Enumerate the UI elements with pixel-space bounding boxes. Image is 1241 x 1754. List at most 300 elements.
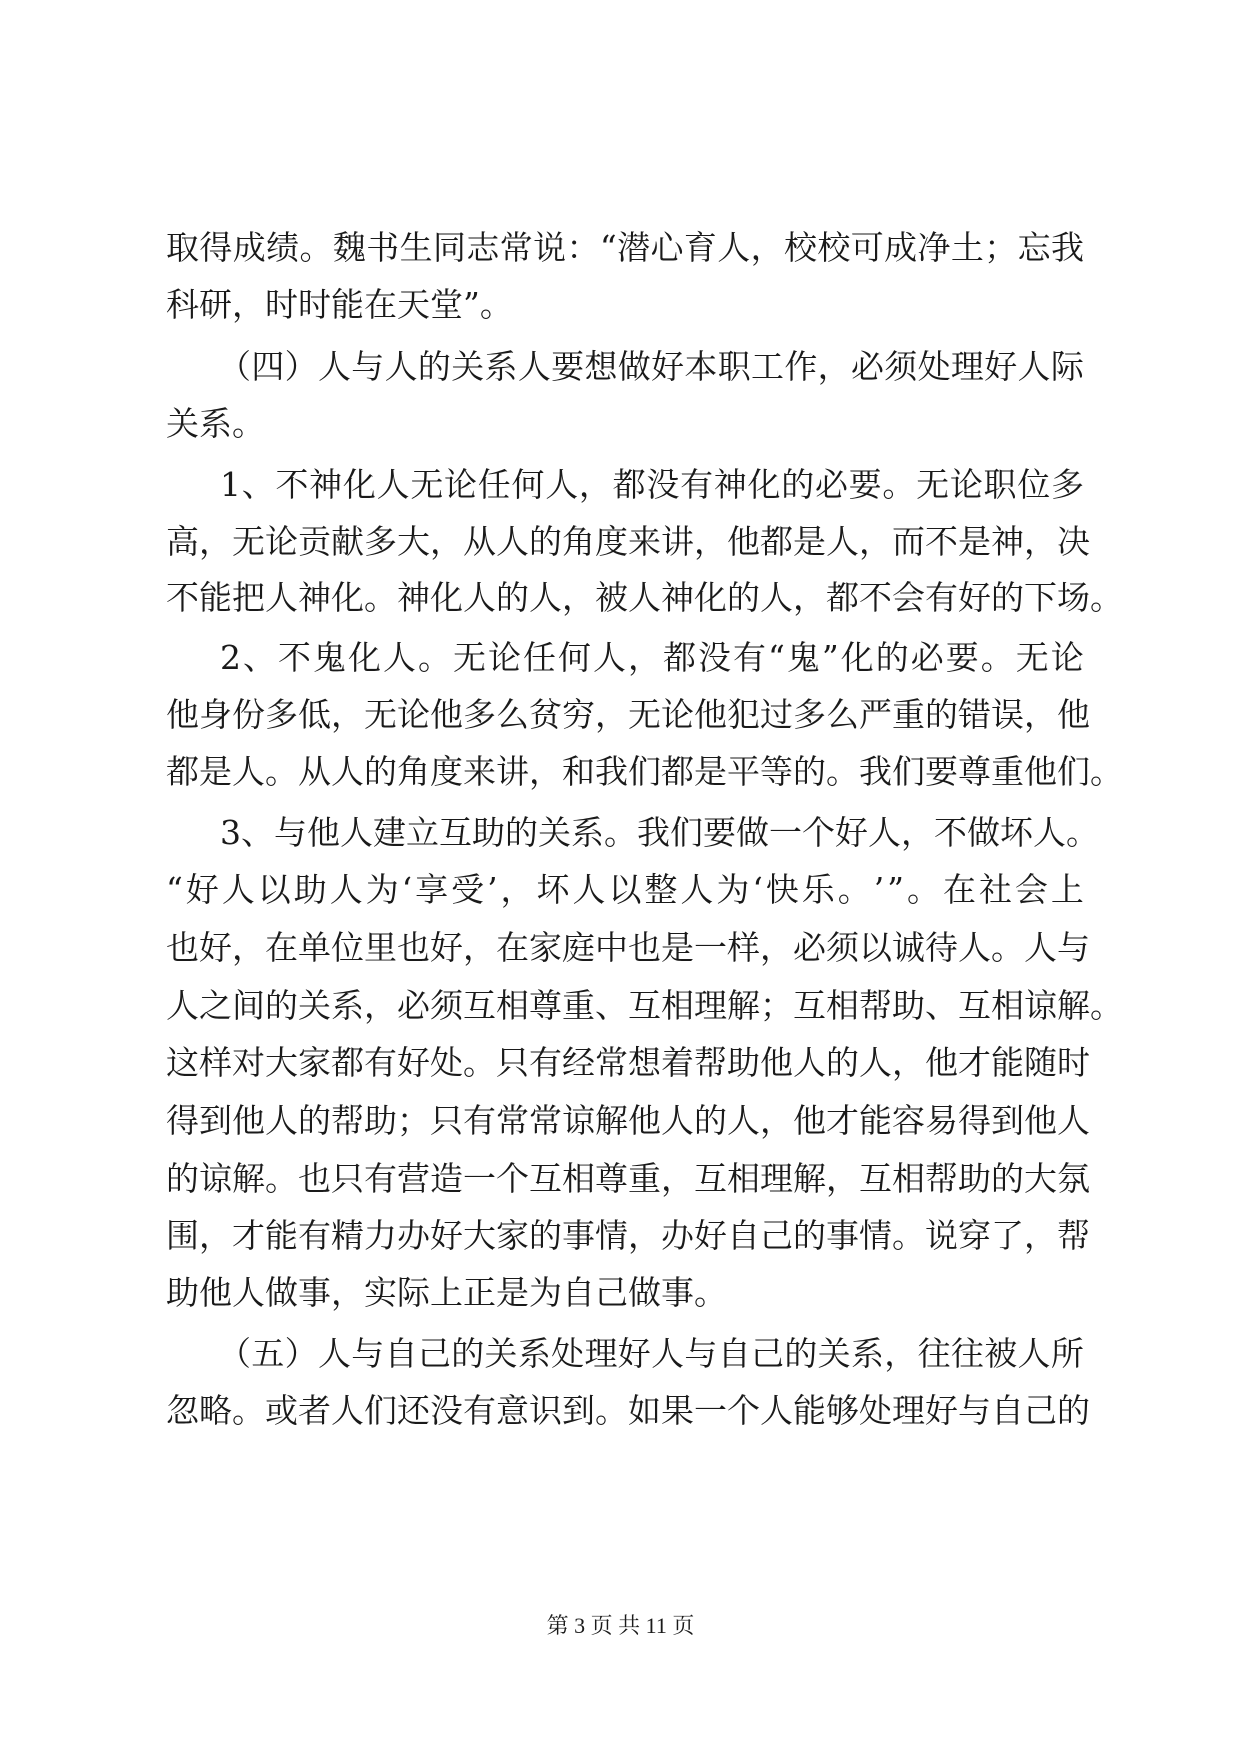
text-char: ， [884, 1334, 918, 1373]
text-char: 识 [529, 1391, 562, 1430]
text-char: 忘 [1017, 228, 1051, 267]
text-char: 与 [958, 1391, 991, 1430]
text-char: 人 [628, 578, 661, 617]
text-char: 职 [717, 347, 751, 386]
text-char: 没 [698, 638, 731, 677]
text-line [166, 693, 1090, 737]
text-char: 的 [784, 1334, 818, 1373]
text-char: 须 [826, 928, 859, 967]
text-char: 是 [199, 752, 232, 791]
text-char: 度 [430, 752, 463, 791]
text-char: 从 [298, 752, 331, 791]
text-char: ， [817, 347, 851, 386]
text-char: 潜 [617, 228, 651, 267]
text-char: 多 [793, 695, 826, 734]
text-char: 都 [826, 578, 859, 617]
text-char: 人 [529, 578, 562, 617]
text-line [166, 1389, 1090, 1433]
text-char: 尊 [958, 752, 991, 791]
text-char: 做 [617, 347, 651, 386]
text-char: 决 [1057, 522, 1090, 561]
text-char: 都 [663, 638, 696, 677]
text-char: 好 [958, 578, 991, 617]
text-char: 人 [868, 813, 901, 852]
text-char: 能 [859, 1101, 892, 1140]
text-char: “ [166, 870, 183, 909]
text-char: 互 [859, 1159, 892, 1198]
text-char: 化 [840, 638, 874, 677]
text-char: 人 [545, 465, 579, 504]
text-char: 土 [950, 228, 984, 267]
text-char: 无 [1015, 638, 1049, 677]
text-line [166, 868, 1084, 912]
text-char: 。 [1090, 986, 1123, 1025]
text-char: 错 [958, 695, 991, 734]
text-char: 办 [661, 1216, 694, 1255]
text-char: 受 [451, 870, 485, 909]
text-char: 才 [826, 1101, 859, 1140]
text-char: 一 [694, 928, 727, 967]
text-char: ， [232, 928, 265, 967]
text-char: 神 [309, 465, 343, 504]
text-char: 我 [637, 813, 670, 852]
text-char: 好 [430, 1216, 463, 1255]
text-char: 事 [562, 1216, 595, 1255]
text-char: 们 [670, 813, 703, 852]
text-char: 立 [406, 813, 439, 852]
text-char: 而 [892, 522, 925, 561]
text-char: 的 [529, 522, 562, 561]
text-char: 本 [684, 347, 718, 386]
text-char: 谅 [199, 1159, 232, 1198]
text-char: 想 [628, 1043, 661, 1082]
text-char: 无 [453, 638, 486, 677]
text-char: 必 [850, 347, 884, 386]
text-char: 到 [199, 1101, 232, 1140]
text-char: 力 [364, 1216, 397, 1255]
text-char: 一 [463, 1159, 496, 1198]
text-char: 。 [299, 228, 333, 267]
text-char: 一 [769, 813, 802, 852]
text-char: 人 [760, 1391, 793, 1430]
text-char: 么 [826, 695, 859, 734]
text-char: ， [529, 752, 562, 791]
text-char: 鬼 [786, 638, 820, 677]
text-char: 家 [496, 1216, 529, 1255]
text-char: 理 [694, 986, 727, 1025]
text-char: 大 [397, 522, 430, 561]
text-char: 不 [925, 522, 958, 561]
text-char: 到 [991, 1101, 1024, 1140]
text-char: 他 [760, 1043, 793, 1082]
page-number-footer: 第 3 页 共 11 页 [546, 1613, 695, 1638]
text-char: 里 [364, 928, 397, 967]
text-char: 自 [727, 1216, 760, 1255]
text-line [166, 576, 1123, 620]
text-char: 化 [694, 578, 727, 617]
text-char: ， [750, 228, 784, 267]
text-char: 理 [892, 1391, 925, 1430]
text-char: 自 [991, 1391, 1024, 1430]
text-char: 把 [232, 578, 265, 617]
text-char: 论 [949, 465, 983, 504]
text-char: 必 [397, 986, 430, 1025]
text-char: 际 [1050, 347, 1084, 386]
text-char: 心 [650, 228, 684, 267]
text-char: 常 [496, 1101, 529, 1140]
text-char: ， [628, 638, 661, 677]
text-char: 被 [595, 578, 628, 617]
text-char: 解 [727, 986, 760, 1025]
text-char: ’ [873, 870, 885, 909]
text-char: 得 [199, 228, 233, 267]
text-char: 人 [317, 347, 351, 386]
text-char: 下 [1024, 578, 1057, 617]
text-char: 谅 [1024, 986, 1057, 1025]
text-char: 人 [760, 578, 793, 617]
text-char: 氛 [1057, 1159, 1090, 1198]
text-line [220, 811, 1099, 855]
text-char: 贫 [529, 695, 562, 734]
text-char: 须 [430, 986, 463, 1025]
text-char: 快 [765, 870, 799, 909]
text-char: 无 [628, 695, 661, 734]
text-char: 重 [628, 1159, 661, 1198]
text-char: 绩 [266, 228, 300, 267]
text-char: 处 [430, 1043, 463, 1082]
text-char: 所 [1050, 1334, 1084, 1373]
text-char: 我 [859, 752, 892, 791]
text-char: 都 [661, 752, 694, 791]
text-char: 才 [232, 1216, 265, 1255]
text-char: 作 [784, 347, 818, 386]
text-char: 都 [331, 1043, 364, 1082]
text-char: 系 [571, 813, 604, 852]
text-char: 系 [331, 986, 364, 1025]
text-char: 这 [166, 1043, 199, 1082]
text-char: 。 [892, 1216, 925, 1255]
text-char: 。 [980, 638, 1014, 677]
text-char: 助 [892, 986, 925, 1025]
text-char: 的 [417, 347, 451, 386]
text-char: 育 [683, 228, 717, 267]
text-char: 对 [232, 1043, 265, 1082]
text-char: 略 [199, 1391, 232, 1430]
text-char: 经 [562, 1043, 595, 1082]
text-char: ， [901, 813, 934, 852]
text-char: 重 [892, 695, 925, 734]
text-char: 相 [727, 1159, 760, 1198]
text-char: 人 [496, 522, 529, 561]
text-char: 间 [232, 986, 265, 1025]
text-char: 够 [826, 1391, 859, 1430]
text-char: 人 [958, 928, 991, 967]
text-char: 者 [298, 1391, 331, 1430]
text-char: 多 [463, 695, 496, 734]
text-char: 人 [340, 813, 373, 852]
text-char: 也 [397, 928, 430, 967]
text-char: 人 [383, 638, 416, 677]
text-char: 好 [694, 1216, 727, 1255]
text-char: 从 [463, 522, 496, 561]
text-char: 的 [1057, 1391, 1090, 1430]
text-char: 互 [439, 813, 472, 852]
text-char: ， [694, 522, 727, 561]
text-char: 他 [628, 1101, 661, 1140]
text-char: 神 [298, 578, 331, 617]
text-char: 有 [364, 1043, 397, 1082]
text-char: 为 [716, 870, 750, 909]
text-char: 的 [875, 638, 909, 677]
text-char: 处 [917, 347, 951, 386]
text-char: 任 [523, 638, 556, 677]
text-char: 。 [907, 870, 940, 909]
text-char: 到 [562, 1391, 595, 1430]
text-char: 在 [496, 928, 529, 967]
text-char: 与 [351, 347, 385, 386]
text-char: 论 [444, 465, 478, 504]
text-char: 尊 [529, 986, 562, 1025]
text-char: 坏 [536, 870, 570, 909]
text-char: 3 [220, 813, 241, 852]
text-char: 。 [418, 638, 451, 677]
text-char: 来 [628, 522, 661, 561]
text-char: 论 [1050, 638, 1084, 677]
text-char: 家 [529, 928, 562, 967]
text-line [166, 1214, 1090, 1258]
text-char: 好 [199, 928, 232, 967]
text-char: 有 [925, 578, 958, 617]
text-char: 。 [837, 870, 871, 909]
text-char: 来 [463, 752, 496, 791]
text-char: 人 [265, 1101, 298, 1140]
text-char: 能 [793, 1391, 826, 1430]
text-char: 单 [298, 928, 331, 967]
text-char: 高 [166, 522, 199, 561]
text-char: 个 [802, 813, 835, 852]
text-char: 志 [466, 228, 500, 267]
text-char: 平 [727, 752, 760, 791]
text-char: 大 [463, 1216, 496, 1255]
text-char: 得 [958, 1101, 991, 1140]
text-char: 五 [251, 1334, 285, 1373]
text-char: 相 [661, 986, 694, 1025]
text-char: 必 [793, 928, 826, 967]
text-char: 好 [651, 347, 685, 386]
text-char: 化 [747, 465, 781, 504]
text-char: 不 [934, 813, 967, 852]
text-char: 才 [958, 1043, 991, 1082]
text-char: 互 [463, 986, 496, 1025]
text-char: 重 [562, 986, 595, 1025]
text-char: 他 [925, 1043, 958, 1082]
text-char: 庭 [562, 928, 595, 967]
text-char: 人 [1017, 347, 1051, 386]
text-char: 人 [826, 522, 859, 561]
text-char: 的 [265, 986, 298, 1025]
text-char: 的 [991, 578, 1024, 617]
text-char: 以 [257, 870, 291, 909]
text-char: 化 [348, 638, 381, 677]
text-char: 做 [736, 813, 769, 852]
text-char: 人 [232, 752, 265, 791]
text-char: 帮 [694, 1043, 727, 1082]
text-char: 样 [727, 928, 760, 967]
text-char: ， [826, 1159, 859, 1198]
text-char: 忽 [166, 1391, 199, 1430]
text-char: 人 [265, 578, 298, 617]
text-char: 神 [713, 465, 747, 504]
text-char: 助 [958, 1159, 991, 1198]
text-char: 、 [595, 986, 628, 1025]
text-char: ； [984, 228, 1018, 267]
text-char: 的 [166, 1159, 199, 1198]
text-line [218, 1332, 1084, 1376]
text-char: 好 [984, 347, 1018, 386]
text-char: 常 [499, 228, 533, 267]
text-char: 不 [278, 638, 311, 677]
text-char: 要 [945, 638, 979, 677]
text-char: 好 [835, 813, 868, 852]
text-char: 相 [991, 986, 1024, 1025]
text-char: 的 [694, 1101, 727, 1140]
text-char: 系 [517, 1334, 551, 1373]
text-char: 会 [892, 578, 925, 617]
text-char: 相 [562, 1159, 595, 1198]
text-char: 或 [265, 1391, 298, 1430]
text-char: 。 [882, 465, 916, 504]
text-char: 的 [781, 465, 815, 504]
text-char: ， [199, 1216, 232, 1255]
text-char: 。 [1090, 578, 1123, 617]
text-char: 围 [166, 1216, 199, 1255]
text-char: ， [760, 1101, 793, 1140]
text-char: 说 [533, 228, 567, 267]
text-char: 们 [364, 1391, 397, 1430]
text-char: 他 [793, 1101, 826, 1140]
text-line [166, 1157, 1090, 1201]
text-char: 待 [925, 928, 958, 967]
text-char: ； [397, 1101, 430, 1140]
text-char: 人 [376, 465, 410, 504]
text-char: 造 [430, 1159, 463, 1198]
text-char: 为 [365, 870, 399, 909]
text-char: 穷 [562, 695, 595, 734]
text-char: 的 [298, 1101, 331, 1140]
text-char: 。 [826, 752, 859, 791]
text-char: ， [364, 986, 397, 1025]
text-char: 得 [166, 1101, 199, 1140]
text-char: 处 [551, 1334, 585, 1373]
text-char: 互 [529, 1159, 562, 1198]
text-char: ‘ [752, 870, 763, 909]
text-line [166, 1099, 1090, 1143]
text-char: 互 [958, 986, 991, 1025]
text-char: 。 [595, 1391, 628, 1430]
text-char: 人 [727, 1101, 760, 1140]
text-char: 人 [680, 870, 714, 909]
text-char: 穿 [958, 1216, 991, 1255]
text-char: ， [463, 928, 496, 967]
text-char: 以 [859, 928, 892, 967]
text-char: 神 [661, 578, 694, 617]
text-char: 化 [430, 578, 463, 617]
text-char: 能 [991, 1043, 1024, 1082]
text-char: 己 [417, 1334, 451, 1373]
text-char: 整 [644, 870, 678, 909]
text-char: ， [628, 1216, 661, 1255]
text-char: ， [760, 928, 793, 967]
text-char: 有 [529, 1043, 562, 1082]
text-char: 成 [884, 228, 918, 267]
text-char: 建 [373, 813, 406, 852]
text-char: 位 [331, 928, 364, 967]
text-char: 好 [430, 928, 463, 967]
text-char: 会 [1014, 870, 1048, 909]
text-char: 有 [680, 465, 714, 504]
text-char: 着 [661, 1043, 694, 1082]
text-char: 何 [511, 465, 545, 504]
text-char: 四 [251, 347, 285, 386]
text-char: 严 [859, 695, 892, 734]
text-char: 人 [329, 870, 363, 909]
text-char: 、 [925, 986, 958, 1025]
text-char: 他 [430, 695, 463, 734]
text-char: 他 [166, 695, 199, 734]
text-char: 。 [1090, 752, 1123, 791]
text-char: ， [1024, 1216, 1057, 1255]
text-char: ） [284, 347, 318, 386]
text-char: 助 [472, 813, 505, 852]
text-char: ， [562, 578, 595, 617]
text-char: 身 [199, 695, 232, 734]
text-char: 。 [604, 813, 637, 852]
text-char: 无 [232, 522, 265, 561]
text-char: 、 [241, 465, 275, 504]
text-char: 是 [793, 522, 826, 561]
text-char: 在 [942, 870, 976, 909]
text-char: 没 [646, 465, 680, 504]
text-char: 人 [221, 870, 255, 909]
text-char: 助 [364, 1101, 397, 1140]
text-char: 相 [496, 986, 529, 1025]
text-char: 人 [651, 1334, 685, 1373]
text-char: 人 [1024, 928, 1057, 967]
text-char: 的 [451, 1334, 485, 1373]
text-char: 书 [366, 228, 400, 267]
text-char: 献 [331, 522, 364, 561]
text-char: 互 [628, 986, 661, 1025]
text-char: ’ [487, 870, 498, 909]
text-line [166, 984, 1123, 1028]
text-char: ‘ [401, 870, 413, 909]
text-char: 解 [1057, 986, 1090, 1025]
text-char: 职 [983, 465, 1017, 504]
text-char: 的 [793, 1216, 826, 1255]
text-char: 论 [265, 522, 298, 561]
text-char: 与 [351, 1334, 385, 1373]
text-char: 。 [463, 1043, 496, 1082]
text-char: 有 [463, 1101, 496, 1140]
text-char: 的 [364, 752, 397, 791]
text-char: 解 [793, 1159, 826, 1198]
text-char: 人 [384, 347, 418, 386]
text-char: 助 [727, 1043, 760, 1082]
text-char: 多 [1050, 465, 1084, 504]
text-char: 贡 [298, 522, 331, 561]
text-char: 己 [751, 1334, 784, 1373]
text-char: 个 [496, 1159, 529, 1198]
